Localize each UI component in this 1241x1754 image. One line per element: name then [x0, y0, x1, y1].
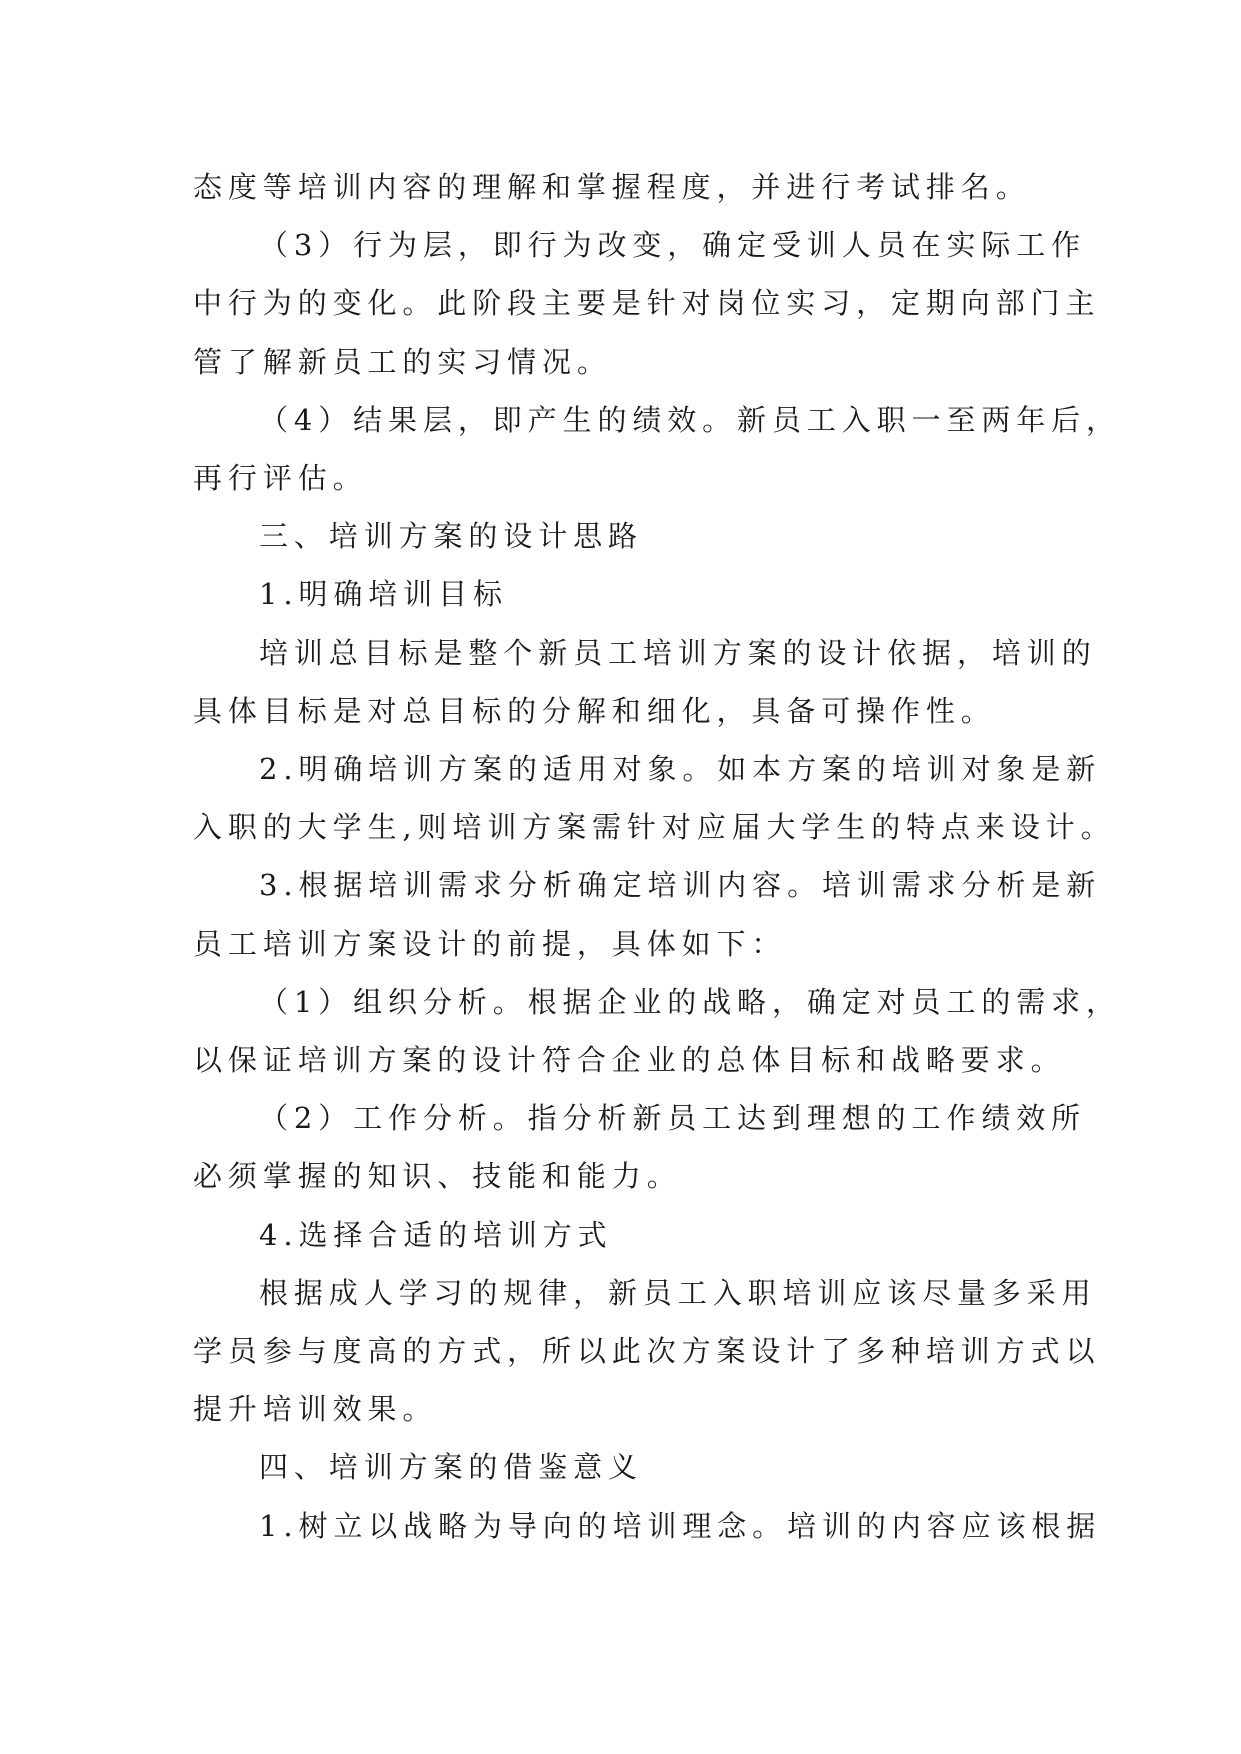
paragraph — [193, 1089, 1087, 1205]
text-line: 员工培训方案设计的前提，具体如下： — [193, 926, 787, 961]
paragraph — [193, 1497, 1102, 1555]
paragraph — [193, 740, 1116, 856]
text-line: 三、培训方案的设计思路 — [259, 519, 643, 554]
paragraph — [193, 507, 1053, 565]
paragraph — [193, 1206, 1053, 1264]
text-line: 培训总目标是整个新员工培训方案的设计依据，培训的 — [259, 635, 1097, 670]
paragraph — [193, 973, 1121, 1089]
text-line: 具体目标是对总目标的分解和细化，具备可操作性。 — [193, 693, 996, 728]
text-line: 以保证培训方案的设计符合企业的总体目标和战略要求。 — [193, 1043, 1066, 1078]
text-line: （4）结果层，即产生的绩效。新员工入职一至两年后， — [259, 402, 1121, 437]
text-line: 必须掌握的知识、技能和能力。 — [193, 1159, 682, 1194]
text-line: 根据成人学习的规律，新员工入职培训应该尽量多采用 — [259, 1275, 1097, 1310]
text-line: 管了解新员工的实习情况。 — [193, 344, 612, 379]
text-line: 再行评估。 — [193, 461, 368, 496]
paragraph — [193, 158, 1053, 216]
paragraph — [193, 624, 1097, 740]
text-line: 3.根据培训需求分析确定培训内容。培训需求分析是新 — [259, 868, 1102, 903]
paragraph — [193, 856, 1102, 972]
text-line: 提升培训效果。 — [193, 1392, 438, 1427]
text-line: （3）行为层，即行为改变，确定受训人员在实际工作 — [259, 228, 1087, 263]
text-line: 1.树立以战略为导向的培训理念。培训的内容应该根据 — [259, 1508, 1102, 1543]
paragraph — [193, 216, 1101, 391]
document-body — [193, 158, 1121, 1555]
paragraph — [193, 1438, 1053, 1496]
text-line: 入职的大学生,则培训方案需针对应届大学生的特点来设计。 — [193, 810, 1116, 845]
text-line: 中行为的变化。此阶段主要是针对岗位实习，定期向部门主 — [193, 286, 1101, 321]
text-line: 2.明确培训方案的适用对象。如本方案的培训对象是新 — [259, 752, 1102, 787]
text-line: （2）工作分析。指分析新员工达到理想的工作绩效所 — [259, 1101, 1087, 1136]
paragraph — [193, 391, 1121, 507]
text-line: （1）组织分析。根据企业的战略，确定对员工的需求， — [259, 984, 1121, 1019]
text-line: 1.明确培训目标 — [259, 577, 508, 612]
paragraph — [193, 1264, 1101, 1439]
text-line: 4.选择合适的培训方式 — [259, 1217, 613, 1252]
text-line: 四、培训方案的借鉴意义 — [259, 1450, 643, 1485]
paragraph — [193, 565, 1053, 623]
text-line: 态度等培训内容的理解和掌握程度，并进行考试排名。 — [193, 170, 1031, 204]
text-line: 学员参与度高的方式，所以此次方案设计了多种培训方式以 — [193, 1334, 1101, 1369]
